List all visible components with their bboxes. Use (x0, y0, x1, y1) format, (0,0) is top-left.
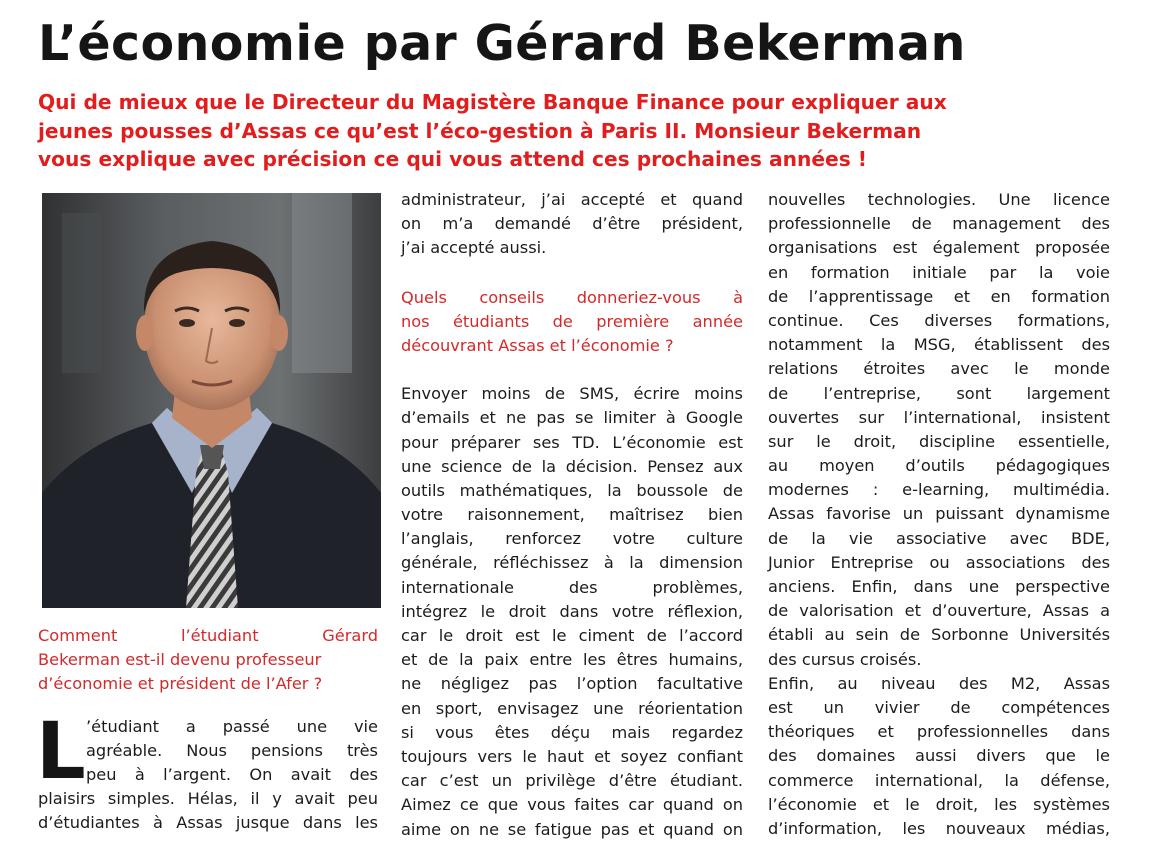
question-line: découvrant Assas et l’économie ? (401, 335, 674, 355)
body-line: relations étroites avec le monde (768, 359, 1110, 379)
body-line: notamment la MSG, établissent des (768, 335, 1110, 355)
question-line: Comment l’étudiant Gérard (38, 626, 378, 645)
column-1 (38, 624, 378, 836)
body-line: Envoyer moins de SMS, écrire moins (401, 384, 743, 404)
answer-2 (401, 382, 743, 842)
article-title: L’économie par Gérard Bekerman (38, 15, 966, 72)
body-line: pour préparer ses TD. L’économie est (401, 432, 743, 452)
answer-1 (36, 706, 378, 836)
body-line: théoriques et professionnelles dans (768, 722, 1110, 742)
body-line: de l’apprentissage et en formation (768, 286, 1110, 306)
body-line: commerce international, la défense, (768, 770, 1110, 790)
body-line: ’étudiant a passé une vie (86, 716, 378, 736)
body-line: agréable. Nous pensions très (86, 740, 378, 760)
body-line: peu à l’argent. On avait des (86, 764, 378, 784)
body-line: outils mathématiques, la boussole de (401, 480, 743, 500)
body-line: j’ai accepté aussi. (401, 238, 547, 258)
question-line: Quels conseils donneriez-vous à (401, 287, 743, 307)
question-1 (38, 624, 378, 697)
body-line: si vous êtes déçu mais regardez (401, 722, 743, 742)
body-line: des domaines aussi divers que le (768, 746, 1110, 766)
lede-line: vous explique avec précision ce qui vous attend ces prochaines années ! (38, 147, 867, 171)
body-line: au moyen d’outils pédagogiques (768, 456, 1110, 476)
body-line: ne négligez pas l’option facultative (401, 674, 743, 694)
question-line: d’économie et président de l’Afer ? (38, 674, 323, 694)
body-line: des cursus croisés. (768, 649, 922, 669)
body-line: établi au sein de Sorbonne Universités (768, 625, 1110, 645)
body-line: une science de la décision. Pensez aux (401, 456, 743, 476)
body-line: sur le droit, discipline essentielle, (768, 431, 1110, 451)
body-line: continue. Ces diverses formations, (768, 310, 1110, 330)
article-lede (38, 88, 1148, 174)
paragraph-2 (768, 672, 1110, 841)
body-line: d’information, les nouveaux médias, (768, 818, 1110, 838)
drop-cap: L (36, 706, 86, 797)
body-line: votre raisonnement, maîtrisez bien (401, 505, 743, 525)
body-line: plaisirs simples. Hélas, il y avait peu (38, 789, 378, 809)
body-line: modernes : e-learning, multimédia. (768, 480, 1110, 500)
column-2 (401, 188, 743, 842)
body-line: de valorisation et d’ouverture, Assas a (768, 601, 1110, 621)
body-line: de la vie associative avec BDE, (768, 528, 1110, 548)
body-line: d’étudiantes à Assas jusque dans les (38, 813, 378, 833)
body-line: nouvelles technologies. Une licence (768, 190, 1110, 209)
body-line: l’anglais, renforcez votre culture (401, 529, 743, 549)
body-line: Aimez ce que vous faites car quand on (401, 795, 743, 815)
body-line: est un vivier de compétences (768, 697, 1110, 717)
body-line: en sport, envisagez une réorientation (401, 698, 743, 718)
body-line: d’emails et ne pas se limiter à Google (401, 408, 743, 428)
body-line: intégrez le droit dans votre réflexion, (401, 601, 743, 621)
body-line: on m’a demandé d’être président, (401, 214, 743, 234)
question-line: Bekerman est-il devenu professeur (38, 650, 322, 670)
body-line: et de la paix entre les êtres humains, (401, 650, 743, 670)
paragraph-1 (768, 188, 1110, 672)
portrait-photo (42, 193, 381, 608)
column-3 (768, 188, 1110, 841)
body-line: de l’entreprise, sont largement (768, 383, 1110, 403)
body-line: Junior Entreprise ou associations des (768, 552, 1110, 572)
body-line: l’économie et le droit, les systèmes (768, 794, 1110, 814)
body-line: toujours vers le haut et soyez confiant (401, 746, 743, 766)
lede-line: jeunes pousses d’Assas ce qu’est l’éco-gestion à Paris II. Monsieur Bekerman (38, 118, 922, 143)
body-line: car c’est un privilège d’être étudiant. (401, 771, 743, 791)
body-line: internationale des problèmes, (401, 577, 743, 597)
body-line: Enfin, au niveau des M2, Assas (768, 673, 1110, 693)
body-line: professionnelle de management des (768, 214, 1110, 234)
lede-line: Qui de mieux que le Directeur du Magistère Banque Finance pour expliquer aux (38, 90, 947, 114)
body-line: anciens. Enfin, dans une perspective (768, 577, 1110, 596)
body-line: car le droit est le ciment de l’accord (401, 626, 743, 645)
body-line: administrateur, j’ai accepté et quand (401, 190, 743, 209)
body-line: aime on ne se fatigue pas et quand on (401, 819, 743, 839)
body-line: générale, réfléchissez à la dimension (401, 553, 743, 573)
body-line: organisations est également proposée (768, 238, 1110, 258)
body-line: en formation initiale par la voie (768, 262, 1110, 282)
body-line: Assas favorise un puissant dynamisme (768, 504, 1110, 524)
question-line: nos étudiants de première année (401, 311, 743, 331)
body-line: ouvertes sur l’international, insistent (768, 407, 1110, 427)
question-2 (401, 286, 743, 359)
